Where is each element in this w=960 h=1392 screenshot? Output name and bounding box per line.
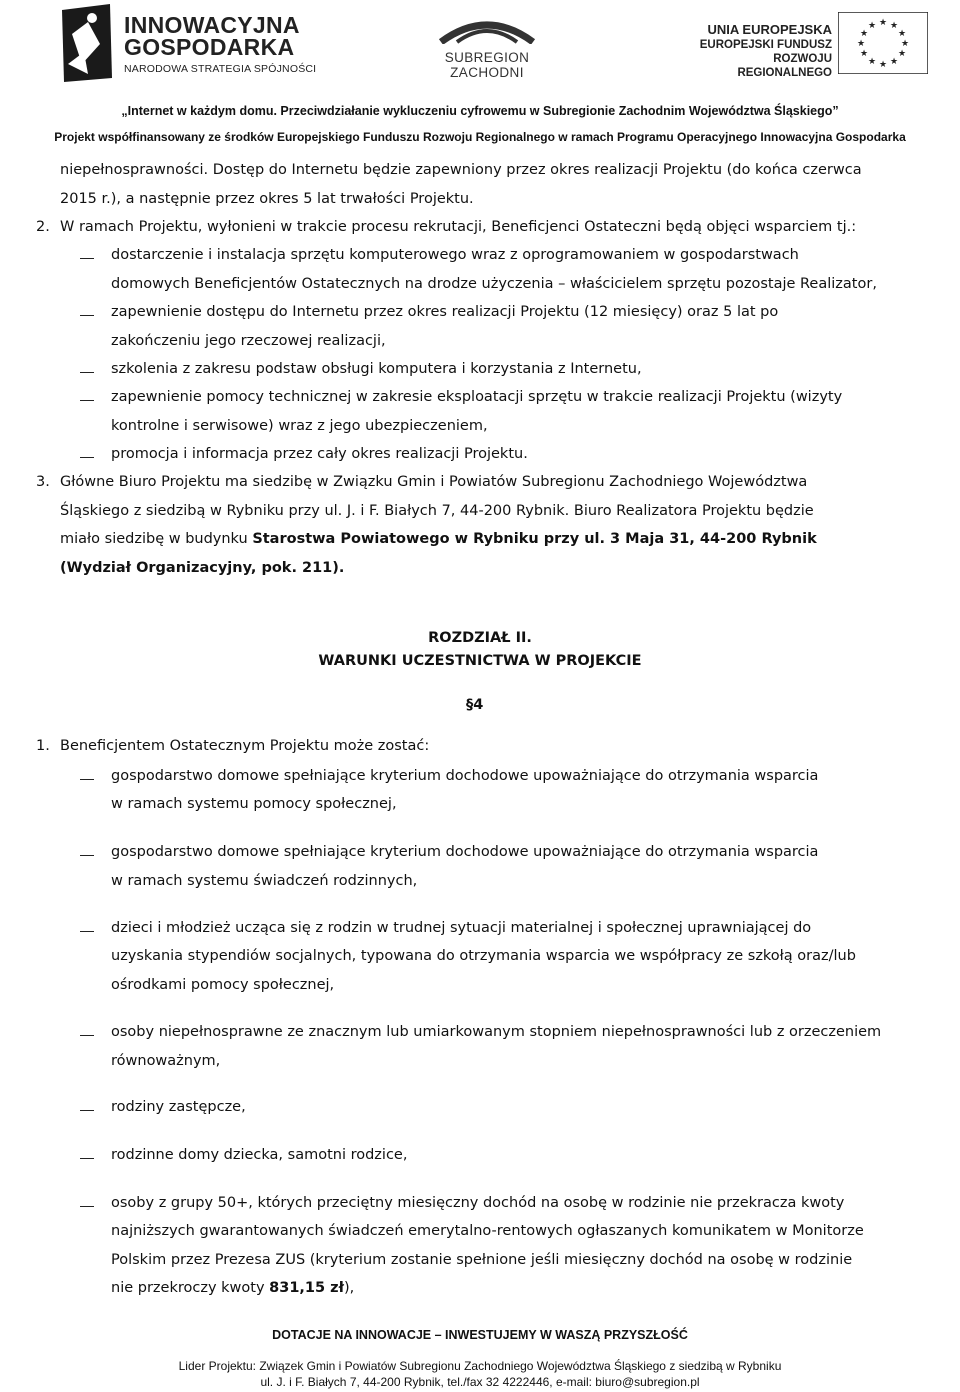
cofinancing-note: Projekt współfinansowany ze środków Europejskiego Funduszu Rozwoju Regionalnego w ramach Programu Operacyjnego Innowacyjna Gospodarka	[54, 130, 906, 144]
list-item: Polskim przez Prezesa ZUS (kryterium zostanie spełnione jeśli miesięczny dochód na osobę w rodzinie	[111, 1252, 853, 1268]
list-item: zakończeniu jego rzeczowej realizacji,	[111, 333, 386, 349]
innowacyjna-gospodarka-mark-icon	[58, 4, 116, 82]
ue-line3: ROZWOJU REGIONALNEGO	[737, 53, 832, 79]
innowacyjna-gospodarka-logo	[58, 4, 318, 82]
list-item: domowych Beneficjentów Ostatecznych na drodze użyczenia – właścicielem sprzętu pozostaje Realizator,	[111, 276, 877, 292]
svg-text:★: ★	[859, 29, 869, 39]
list-item: równoważnym,	[111, 1053, 221, 1069]
unia-europejska-logo	[682, 12, 932, 79]
footer-address: ul. J. i F. Białych 7, 44-200 Rybnik, tel./fax 32 4222446, e-mail: biuro@subregion.pl	[260, 1375, 700, 1389]
subregion-zachodni-text: SUBREGION ZACHODNI	[444, 50, 530, 80]
svg-text:★: ★	[900, 39, 910, 49]
bullet-dash	[80, 1110, 94, 1111]
svg-text:★: ★	[889, 21, 899, 31]
list-item: osoby z grupy 50+, których przeciętny miesięczny dochód na osobę w rodzinie nie przekracza kwoty	[111, 1195, 845, 1211]
list-item: szkolenia z zakresu podstaw obsługi komputera i korzystania z Internetu,	[111, 361, 642, 377]
svg-text:★: ★	[897, 49, 907, 59]
list-item: osoby niepełnosprawne ze znacznym lub umiarkowanym stopniem niepełnosprawności lub z orzeczeniem	[111, 1024, 882, 1040]
svg-text:★: ★	[867, 57, 877, 67]
bullet-dash	[80, 258, 94, 259]
ue-line2: EUROPEJSKI FUNDUSZ	[699, 39, 832, 51]
list-item: w ramach systemu świadczeń rodzinnych,	[111, 873, 418, 889]
paragraph-text: W ramach Projektu, wyłonieni w trakcie procesu rekrutacji, Beneficjenci Ostateczni będą objęci wsparciem tj.:	[60, 219, 857, 235]
svg-text:★: ★	[889, 57, 899, 67]
paragraph-text: miało siedzibę w budynku Starostwa Powiatowego w Rybniku przy ul. 3 Maja 31, 44-200 Rybnik	[60, 531, 817, 547]
project-title: „Internet w każdym domu. Przeciwdziałanie wykluczeniu cyfrowemu w Subregionie Zachodnim Województwa Śląskiego”	[121, 104, 839, 118]
chapter-title: WARUNKI UCZESTNICTWA W PROJEKCIE	[318, 653, 642, 669]
section-symbol: §4	[466, 697, 484, 713]
list-item: najniższych gwarantowanych świadczeń emerytalno-rentowych ogłaszanych komunikatem w Monitorze	[111, 1223, 864, 1239]
subregion-zachodni-logo	[412, 14, 562, 80]
svg-text:★: ★	[859, 49, 869, 59]
bullet-dash	[80, 1035, 94, 1036]
list-item: ośrodkami pomocy społecznej,	[111, 977, 335, 993]
list-item: gospodarstwo domowe spełniające kryterium dochodowe upoważniające do otrzymania wsparcia	[111, 768, 819, 784]
subregion-arc-icon	[439, 14, 535, 44]
footer-slogan: DOTACJE NA INNOWACJE – INWESTUJEMY W WASZĄ PRZYSZŁOŚĆ	[272, 1328, 688, 1342]
list-item: rodzinne domy dziecka, samotni rodzice,	[111, 1147, 408, 1163]
svg-text:★: ★	[878, 60, 888, 70]
bullet-dash	[80, 855, 94, 856]
paragraph-text: Śląskiego z siedzibą w Rybniku przy ul. J. i F. Białych 7, 44-200 Rybnik. Biuro Realizatora Projektu będzie	[60, 503, 814, 519]
eu-flag-icon	[838, 12, 928, 74]
svg-text:★: ★	[856, 39, 866, 49]
bullet-dash	[80, 1158, 94, 1159]
list-item: uzyskania stypendiów socjalnych, typowana do otrzymania wsparcia we współpracy ze szkołą oraz/lub	[111, 948, 856, 964]
bullet-dash	[80, 372, 94, 373]
svg-text:★: ★	[867, 21, 877, 31]
bullet-dash	[80, 315, 94, 316]
footer-leader: Lider Projektu: Związek Gmin i Powiatów Subregionu Zachodniego Województwa Śląskiego z siedzibą w Rybniku	[178, 1359, 782, 1373]
list-item: rodziny zastępcze,	[111, 1099, 246, 1115]
list-item: kontrolne i serwisowe) wraz z jego ubezpieczeniem,	[111, 418, 488, 434]
bullet-dash	[80, 1206, 94, 1207]
list-item: gospodarstwo domowe spełniające kryterium dochodowe upoważniające do otrzymania wsparcia	[111, 844, 819, 860]
ue-line1: UNIA EUROPEJSKA	[707, 22, 832, 37]
paragraph-number: 1.	[36, 738, 50, 754]
list-item: dostarczenie i instalacja sprzętu komputerowego wraz z oprogramowaniem w gospodarstwach	[111, 247, 799, 263]
list-item: nie przekroczy kwoty 831,15 zł),	[111, 1280, 355, 1296]
paragraph-text: Beneficjentem Ostatecznym Projektu może zostać:	[60, 738, 430, 754]
intro-line: 2015 r.), a następnie przez okres 5 lat trwałości Projektu.	[60, 191, 474, 207]
bullet-dash	[80, 457, 94, 458]
paragraph-number: 3.	[36, 474, 50, 490]
bullet-dash	[80, 779, 94, 780]
list-item: zapewnienie pomocy technicznej w zakresie eksploatacji sprzętu w trakcie realizacji Projektu (wizyty	[111, 389, 843, 405]
paragraph-text: Główne Biuro Projektu ma siedzibę w Związku Gmin i Powiatów Subregionu Zachodniego Województwa	[60, 474, 808, 490]
chapter-heading: ROZDZIAŁ II.	[428, 630, 532, 646]
bullet-dash	[80, 400, 94, 401]
innowacyjna-gospodarka-subtitle: NARODOWA STRATEGIA SPÓJNOŚCI	[124, 63, 317, 75]
list-item: promocja i informacja przez cały okres realizacji Projektu.	[111, 446, 528, 462]
page-header	[0, 0, 960, 150]
paragraph-number: 2.	[36, 219, 50, 235]
list-item: dzieci i młodzież ucząca się z rodzin w trudnej sytuacji materialnej i społecznej uprawniającej do	[111, 920, 812, 936]
innowacyjna-gospodarka-title: INNOWACYJNA GOSPODARKA	[124, 12, 300, 60]
svg-text:★: ★	[897, 29, 907, 39]
svg-text:★: ★	[878, 18, 888, 28]
list-item: w ramach systemu pomocy społecznej,	[111, 796, 397, 812]
intro-line: niepełnosprawności. Dostęp do Internetu będzie zapewniony przez okres realizacji Projektu (do końca czerwca	[60, 162, 862, 178]
list-item: zapewnienie dostępu do Internetu przez okres realizacji Projektu (12 miesięcy) oraz 5 lat po	[111, 304, 779, 320]
paragraph-text-bold: (Wydział Organizacyjny, pok. 211).	[60, 560, 345, 576]
bullet-dash	[80, 931, 94, 932]
